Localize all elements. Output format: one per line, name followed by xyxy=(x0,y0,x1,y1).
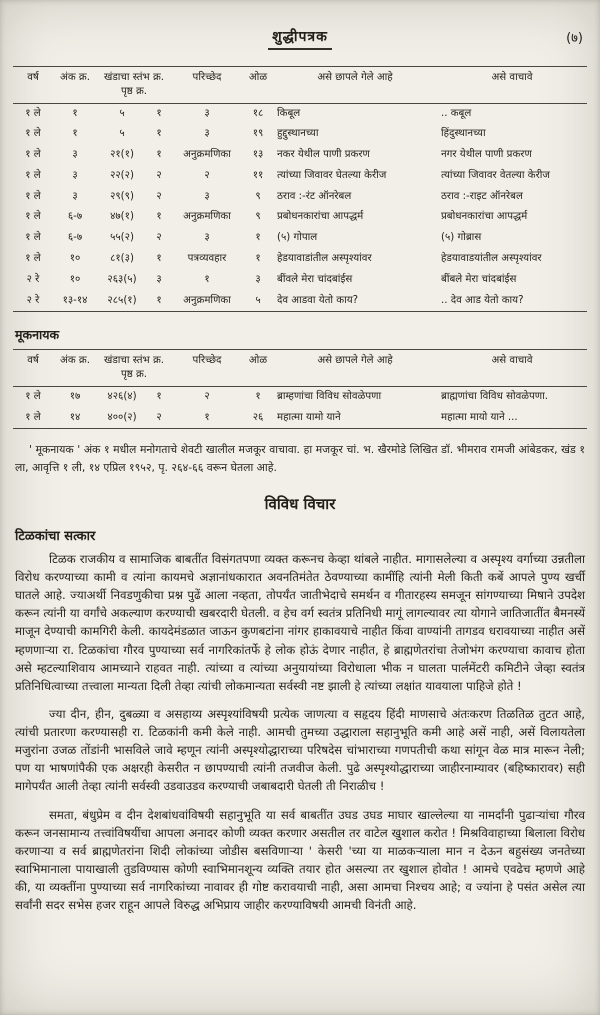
table-cell: पत्रव्यवहार xyxy=(187,253,227,264)
table-cell: १३ xyxy=(252,149,264,161)
table-row xyxy=(13,408,587,429)
table-cell: ९ xyxy=(255,190,261,202)
table-cell: ५ xyxy=(119,128,125,140)
table-cell: १ xyxy=(255,253,261,264)
table-cell: ३ xyxy=(72,190,78,202)
table-cell: ब्राम्हणांचा विविध सोवळेपणा xyxy=(277,390,382,402)
errata-header-row xyxy=(13,67,587,104)
article-paragraph: समता, बंधुप्रेम व दीन देशबांधवांविषयी सहानुभूति या सर्व बाबतींत उघड उघड माघार खाल्लेल्या या नामर्दांनी पुढाऱ्यांचा गौरव करून जनसामान्य तत्त्वांविषयींचा आपला अनादर कोणी व्यक्त करणार असतील तर वाटेल खुशाल करोत ! मिश्रविवाहाच्या बिलाला विरोध करणाऱ्या व सर्व ब्राह्मणेतरांना शिदी लोकांच्या जोडीस बसविणाऱ्या ' केसरी 'च्या या माळकऱ्याला मान न देऊन बहुसंख्य जनतेच्या स्वाभिमानाला पायाखाली तुडविण्यास कोणी स्वाभिमानशून्य व्यक्ति तयार होत असल्या तर खुशाल होवोत ! आमचे एवढेच म्हणणे आहे की, या व्यक्तींना पुण्याच्या सर्व नागरिकांच्या नावावर ही गोष्ट करावयाची नाही, असा आमचा निश्चय आहे; व ज्यांना हे पसंत असेल त्या सर्वांनी सदर सभेस हजर राहून आपले विरुद्ध अभिप्राय जाहीर करण्याविषयी आमची विनंती आहे. xyxy=(15,807,585,913)
table-cell: प्रबोधनकारांचा आपद्धर्म xyxy=(277,211,364,223)
table-cell: ३ xyxy=(204,128,210,140)
table-cell: ५ xyxy=(255,294,261,306)
footnote: ' मूकनायक ' अंक १ मधील मनोगताचे शेवटी खालील मजकूर वाचावा. हा मजकूर चां. भ. खैरमोडे लिखित डॉ. भीमराव रामजी आंबेडकर, खंड १ ला, आवृत्ति १ ली, १४ एप्रिल १९५२, पृ. २६४-६६ वरून घेतला आहे. xyxy=(15,443,585,474)
table-cell: त्यांच्या जिवावर घेतल्या केरीज xyxy=(277,169,387,181)
table-cell: देव आडवा येतो काय? xyxy=(277,294,359,306)
table-cell: २२(२) xyxy=(110,169,134,181)
article-paragraph: टिळक राजकीय व सामाजिक बाबतींत विसंगतपणा व्यक्त करूनच केव्हा थांबले नाहीत. मागासलेल्या व अस्पृश्य वर्गाच्या उन्नतीला विरोध करण्याच्या कामी व त्यांना कायमचे अज्ञानांधकारात अवनतिमंतेत ठेवण्याच्या कामींहि त्यांनी मेली किती कबें आपले पुण्य खर्ची घातले आहे. ज्याअर्थी निवडणुकीचा प्रश्न पुढें आला नव्हता, तोपर्यंत जातीभेदाचे समर्थन व गीतारहस्य समजून सांगण्याच्या मिषाने उपदेश करून त्यांनी या वर्गांचे अकल्याण करण्याची खबरदारी घेतली. व हेच वर्ग स्वतंत्र प्रतिनिधी मागूं लागल्यावर त्या योगाने जातिजातींत बैमनस्यें माजून देण्याची कामगिरी केली. कायदेमंडळात जाऊन कुणबटांना नांगर हाकावयाचे नाहीत किंवा वाण्यांनी तागडव धरावयाच्या नाहीत असें म्हणणाऱ्या रा. टिळकांचा गौरव पुण्याच्या सर्व नागरिकांतर्फे हे लोक होऊं देणार नाहीत, हे ब्राह्मणेतरांचा तेजोभंग करण्याचा कावाच होता असे म्हटल्याशिवाय आमच्याने राहवत नाही. त्यांच्या व त्यांच्या अनुयायांच्या विरोधाला भीक न घालता पार्लमेंटरी कमिटीने जेव्हा स्वतंत्र प्रतिनिधित्वाच्या तत्त्वाला मान्यता दिली तेव्हा त्यांची लोकमान्यता सर्वस्वी नष्ट झाली हे त्यांच्या लक्षांत यावयाला पाहिजे होते ! xyxy=(15,551,585,693)
table-cell: ३ xyxy=(72,149,78,161)
table-cell: २ xyxy=(156,169,162,181)
table-cell: १ xyxy=(72,107,78,119)
table-cell: ५ xyxy=(119,107,125,119)
col-header-volume-line1: खंडाचा स्तंभ क्र. xyxy=(104,355,164,367)
table-cell: किबूल xyxy=(277,107,301,119)
table-cell: हेडयावाडयांतील अस्पृश्यांवर xyxy=(441,253,542,264)
table-cell: हिंदुस्थानच्या xyxy=(441,128,486,140)
table-cell: २१(१) xyxy=(110,149,134,161)
table-cell: .. देव आड येतो काय? xyxy=(441,294,524,306)
table-row xyxy=(13,187,587,208)
table-cell: ठराव :-रंट ऑनरेबल xyxy=(277,190,352,202)
errata-table-body xyxy=(13,103,587,312)
table-cell: २ रे xyxy=(26,273,40,285)
table-row xyxy=(13,249,587,270)
table-row xyxy=(13,270,587,291)
table-cell: १ xyxy=(156,390,162,402)
table-cell: महात्मा मायो याने ... xyxy=(441,411,518,423)
table-row xyxy=(13,386,587,407)
table-cell: १९ xyxy=(252,128,264,140)
table-cell: १ ले xyxy=(25,211,41,223)
table-cell: हेडयावाडांतील अस्पृश्यांवर xyxy=(277,253,372,264)
table-row xyxy=(13,145,587,166)
table-row xyxy=(13,103,587,124)
table-cell: अनुक्रमणिका xyxy=(183,149,231,161)
table-row xyxy=(13,291,587,312)
table-cell: हुद्दुस्थानच्या xyxy=(277,128,319,140)
table-cell: ठराव :-राइट ऑनरेबल xyxy=(441,190,523,202)
col-header-year: वर्ष xyxy=(27,72,39,83)
table-cell: १ ले xyxy=(25,411,41,423)
table-cell: १० xyxy=(69,273,81,285)
page-header xyxy=(13,26,587,50)
table-cell: १८ xyxy=(252,107,264,119)
col-header-paragraph: परिच्छेद xyxy=(192,355,222,367)
table-cell: ११ xyxy=(252,169,264,181)
col-header-volume-line2: पृष्ठ क्र. xyxy=(120,85,148,97)
table-cell: ८१(३) xyxy=(110,253,134,264)
table-cell: १ xyxy=(156,211,162,223)
table-cell: ब्राह्मणांचा विविध सोवळेपणा. xyxy=(441,390,549,402)
table-cell: १ xyxy=(204,411,210,423)
table-cell: ३ xyxy=(204,190,210,202)
table-cell: १ ले xyxy=(25,128,41,140)
table-cell: ४२६(४) xyxy=(107,390,137,402)
table-cell: १ ले xyxy=(25,190,41,202)
table-cell: १ ले xyxy=(25,149,41,161)
table-cell: २६३(५) xyxy=(107,273,137,285)
table-cell: ३ xyxy=(156,273,162,285)
col-header-line: ओळ xyxy=(248,355,268,367)
table-cell: ३ xyxy=(72,169,78,181)
table-cell: ६-७ xyxy=(67,232,83,244)
table-cell: प्रबोधनकारांचा आपद्धर्म xyxy=(441,211,528,223)
table-cell: महात्मा यामो याने xyxy=(277,411,341,423)
table-cell: २८५(१) xyxy=(107,294,137,306)
col-header-volume-page xyxy=(97,67,171,104)
table-cell: अनुक्रमणिका xyxy=(183,294,231,306)
table-cell: बींबले मेरा चांदबांईस xyxy=(441,273,517,285)
table-cell: (५) गोब्रास xyxy=(441,232,482,244)
table-cell: १ xyxy=(156,128,162,140)
table-cell: ६-७ xyxy=(67,211,83,223)
table-cell: १ ले xyxy=(25,169,41,181)
table-cell: १ xyxy=(255,232,261,244)
table-cell: १ xyxy=(156,107,162,119)
col-header-volume-line2: पृष्ठ क्र. xyxy=(120,369,148,381)
col-header-read-as: असे वाचावे xyxy=(491,355,533,367)
page-number: (७) xyxy=(566,31,583,46)
table-cell: ३ xyxy=(255,273,261,285)
table-cell: २ xyxy=(156,190,162,202)
table-cell: १७ xyxy=(69,390,81,402)
table-cell: १ xyxy=(72,128,78,140)
table-cell: नगर येथील पाणी प्रकरण xyxy=(441,149,532,161)
table-cell: १ ले xyxy=(25,232,41,244)
errata-table xyxy=(13,66,587,312)
table-cell: १ xyxy=(204,273,210,285)
page-title: शुद्धीपत्रक xyxy=(268,27,332,50)
table-cell: १३-१४ xyxy=(62,294,88,306)
col-header-line: ओळ xyxy=(248,72,268,83)
muknayak-header-row xyxy=(13,350,587,387)
col-header-read-as: असे वाचावे xyxy=(491,72,533,83)
muknayak-table xyxy=(13,349,587,429)
table-cell: १ ले xyxy=(25,107,41,119)
article-subheading: टिळकांचा सत्कार xyxy=(15,528,96,544)
article-heading: विविध विचार xyxy=(264,494,336,513)
table-cell: ९ xyxy=(255,211,261,223)
table-row xyxy=(13,124,587,145)
table-row xyxy=(13,207,587,228)
table-cell: १ ले xyxy=(25,390,41,402)
table-cell: २ xyxy=(204,169,210,181)
muknayak-table-body xyxy=(13,386,587,429)
col-header-volume-page xyxy=(97,350,171,387)
col-header-as-printed: असे छापले गेले आहे xyxy=(317,72,393,83)
table-cell: २६ xyxy=(252,411,264,423)
table-cell: ३ xyxy=(204,107,210,119)
table-cell: ३ xyxy=(204,232,210,244)
col-header-issue: अंक क्र. xyxy=(60,355,90,367)
table-cell: त्यांच्या जिवावर वेतल्या केरीज xyxy=(441,169,550,181)
muknayak-section-title: मूकनायक xyxy=(15,327,60,343)
table-cell: २ रे xyxy=(26,294,40,306)
table-cell: (५) गोपाल xyxy=(277,232,318,244)
table-row xyxy=(13,166,587,187)
table-cell: ५५(२) xyxy=(110,232,134,244)
table-row xyxy=(13,228,587,249)
table-cell: १ ले xyxy=(25,253,41,264)
table-cell: २ xyxy=(156,232,162,244)
col-header-volume-line1: खंडाचा स्तंभ क्र. xyxy=(104,72,164,83)
col-header-as-printed: असे छापले गेले आहे xyxy=(317,355,393,367)
col-header-paragraph: परिच्छेद xyxy=(192,72,222,83)
table-cell: २ xyxy=(156,411,162,423)
table-cell: १० xyxy=(69,253,81,264)
col-header-issue: अंक क्र. xyxy=(60,72,90,83)
table-cell: ४००(२) xyxy=(107,411,137,423)
table-cell: नकर येथील पाणी प्रकरण xyxy=(277,149,370,161)
table-cell: १ xyxy=(156,294,162,306)
table-cell: १ xyxy=(255,390,261,402)
table-cell: .. कबूल xyxy=(441,107,472,119)
table-cell: ४७(१) xyxy=(110,211,134,223)
table-cell: बींवले मेरा चांदबांईस xyxy=(277,273,353,285)
table-cell: १४ xyxy=(69,411,81,423)
table-cell: १ xyxy=(156,149,162,161)
table-cell: २९(९) xyxy=(110,190,134,202)
col-header-year: वर्ष xyxy=(27,355,39,367)
table-cell: २ xyxy=(204,390,210,402)
table-cell: अनुक्रमणिका xyxy=(183,211,231,223)
table-cell: १ xyxy=(156,253,162,264)
article-paragraph: ज्या दीन, हीन, दुबळ्या व असहाय्य अस्पृश्यांविषयी प्रत्येक जाणत्या व सहृदय हिंदी माणसाचे अंतःकरण तिळतिळ तुटत आहे, त्यांची प्रतारणा करण्यासही रा. टिळकांनी कमी केले नाही. आमची तुमच्या उद्धाराला सहानुभूति कमी आहे असें नाही, असें विलायतेला मजुरांना उजळ तोंडांनी भासविले जावे म्हणून त्यांनी अस्पृश्योद्धाराच्या परिषदेस चांभाराच्या गणपतीची कथा सांगून वेळ मात्र मारून नेली; पण या भाषणांपैकी एक अक्षरही केसरीत न छापण्याची त्यांनी तजवीज केली. पुढे अस्पृश्योद्धाराच्या जाहीरनाम्यावर (बहिष्कारावर) सही मागेपर्यंत आली तेव्हा त्यांनी सर्वस्वी उडवाउडव करण्याची जबाबदारी घेतली ती निराळीच ! xyxy=(15,706,585,794)
